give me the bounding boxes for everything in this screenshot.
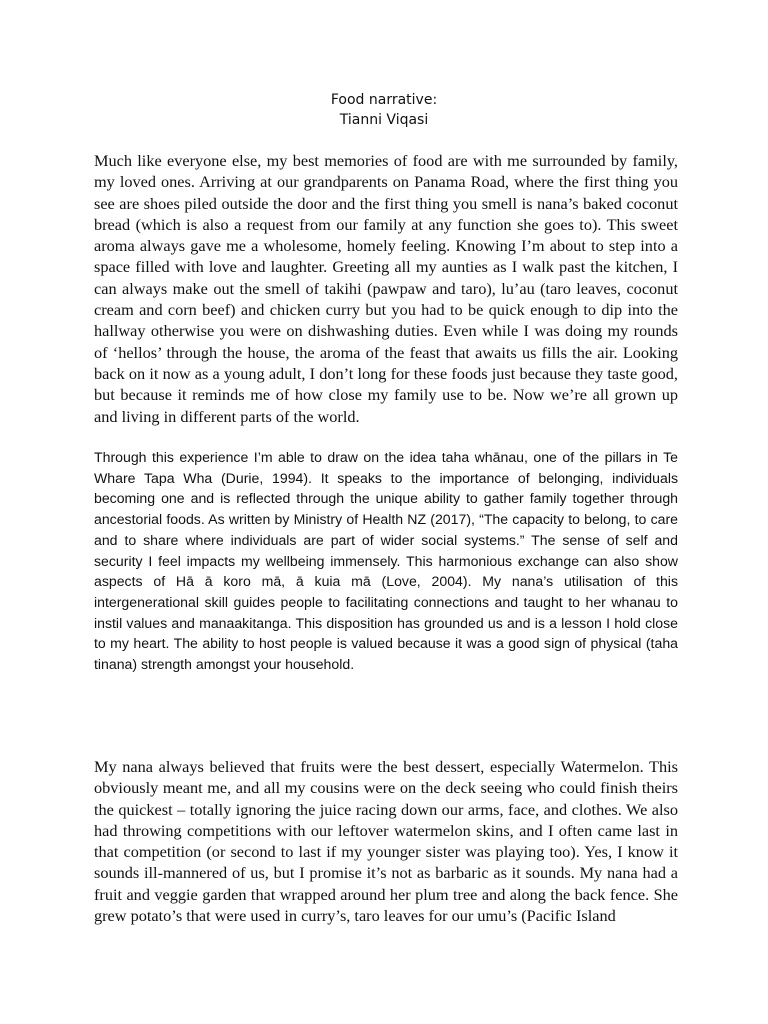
author-name: Tianni Viqasi (339, 112, 429, 128)
paragraph-taha-whanau: Through this experience I’m able to draw on the idea taha whānau, one of the pillars in Te Whare Tapa Wha (Durie, 1994). It speaks to the importance of belonging, individuals becoming one and is reflected through the unique ability to gather family together through ancestorial foods. As written by Ministry of Health NZ (2017), “The capacity to belong, to care and to share where individuals are part of wider social systems.” The sense of self and security I feel impacts my wellbeing immensely. This harmonious exchange can also show aspects of Hā ā koro mā, ā kuia mā (Love, 2004). My nana’s utilisation of this intergenerational skill guides people to facilitating connections and taught to her whanau to instil values and manaakitanga. This disposition has grounded us and is a lesson I hold close to my heart. The ability to host people is valued because it was a good sign of physical (taha tinana) strength amongst your household. (94, 449, 678, 673)
paragraph-memories: Much like everyone else, my best memories of food are with me surrounded by family, my loved ones. Arriving at our grandparents on Panama Road, where the first thing you see are shoes piled outside the door and the first thing you smell is nana’s baked coconut bread (which is also a request from our family at any function she goes to). This sweet aroma always gave me a wholesome, homely feeling. Knowing I’m about to step into a space filled with love and laughter. Greeting all my aunties as I walk past the kitchen, I can always make out the smell of takihi (pawpaw and taro), lu’au (taro leaves, coconut cream and corn beef) and chicken curry but you had to be quick enough to dip into the hallway otherwise you were on dishwashing duties. Even while I was doing my rounds of ‘hellos’ through the house, the aroma of the feast that awaits us fills the air. Looking back on it now as a young adult, I don’t long for these foods just because they taste good, but because it reminds me of how close my family use to be. Now we’re all grown up and living in different parts of the world. (94, 151, 678, 426)
paragraph-watermelon: My nana always believed that fruits were the best dessert, especially Watermelon. This obviously meant me, and all my cousins were on the deck seeing who could finish theirs the quickest – totally ignoring the juice racing down our arms, face, and clothes. We also had throwing competitions with our leftover watermelon skins, and I often came last in that competition (or second to last if my younger sister was playing too). Yes, I know it sounds ill-mannered of us, but I promise it’s not as barbaric as it sounds. My nana had a fruit and veggie garden that wrapped around her plum tree and along the back fence. She grew potato’s that were used in curry’s, taro leaves for our umu’s (Pacific Island (94, 757, 678, 926)
document-title: Food narrative: (330, 92, 438, 108)
